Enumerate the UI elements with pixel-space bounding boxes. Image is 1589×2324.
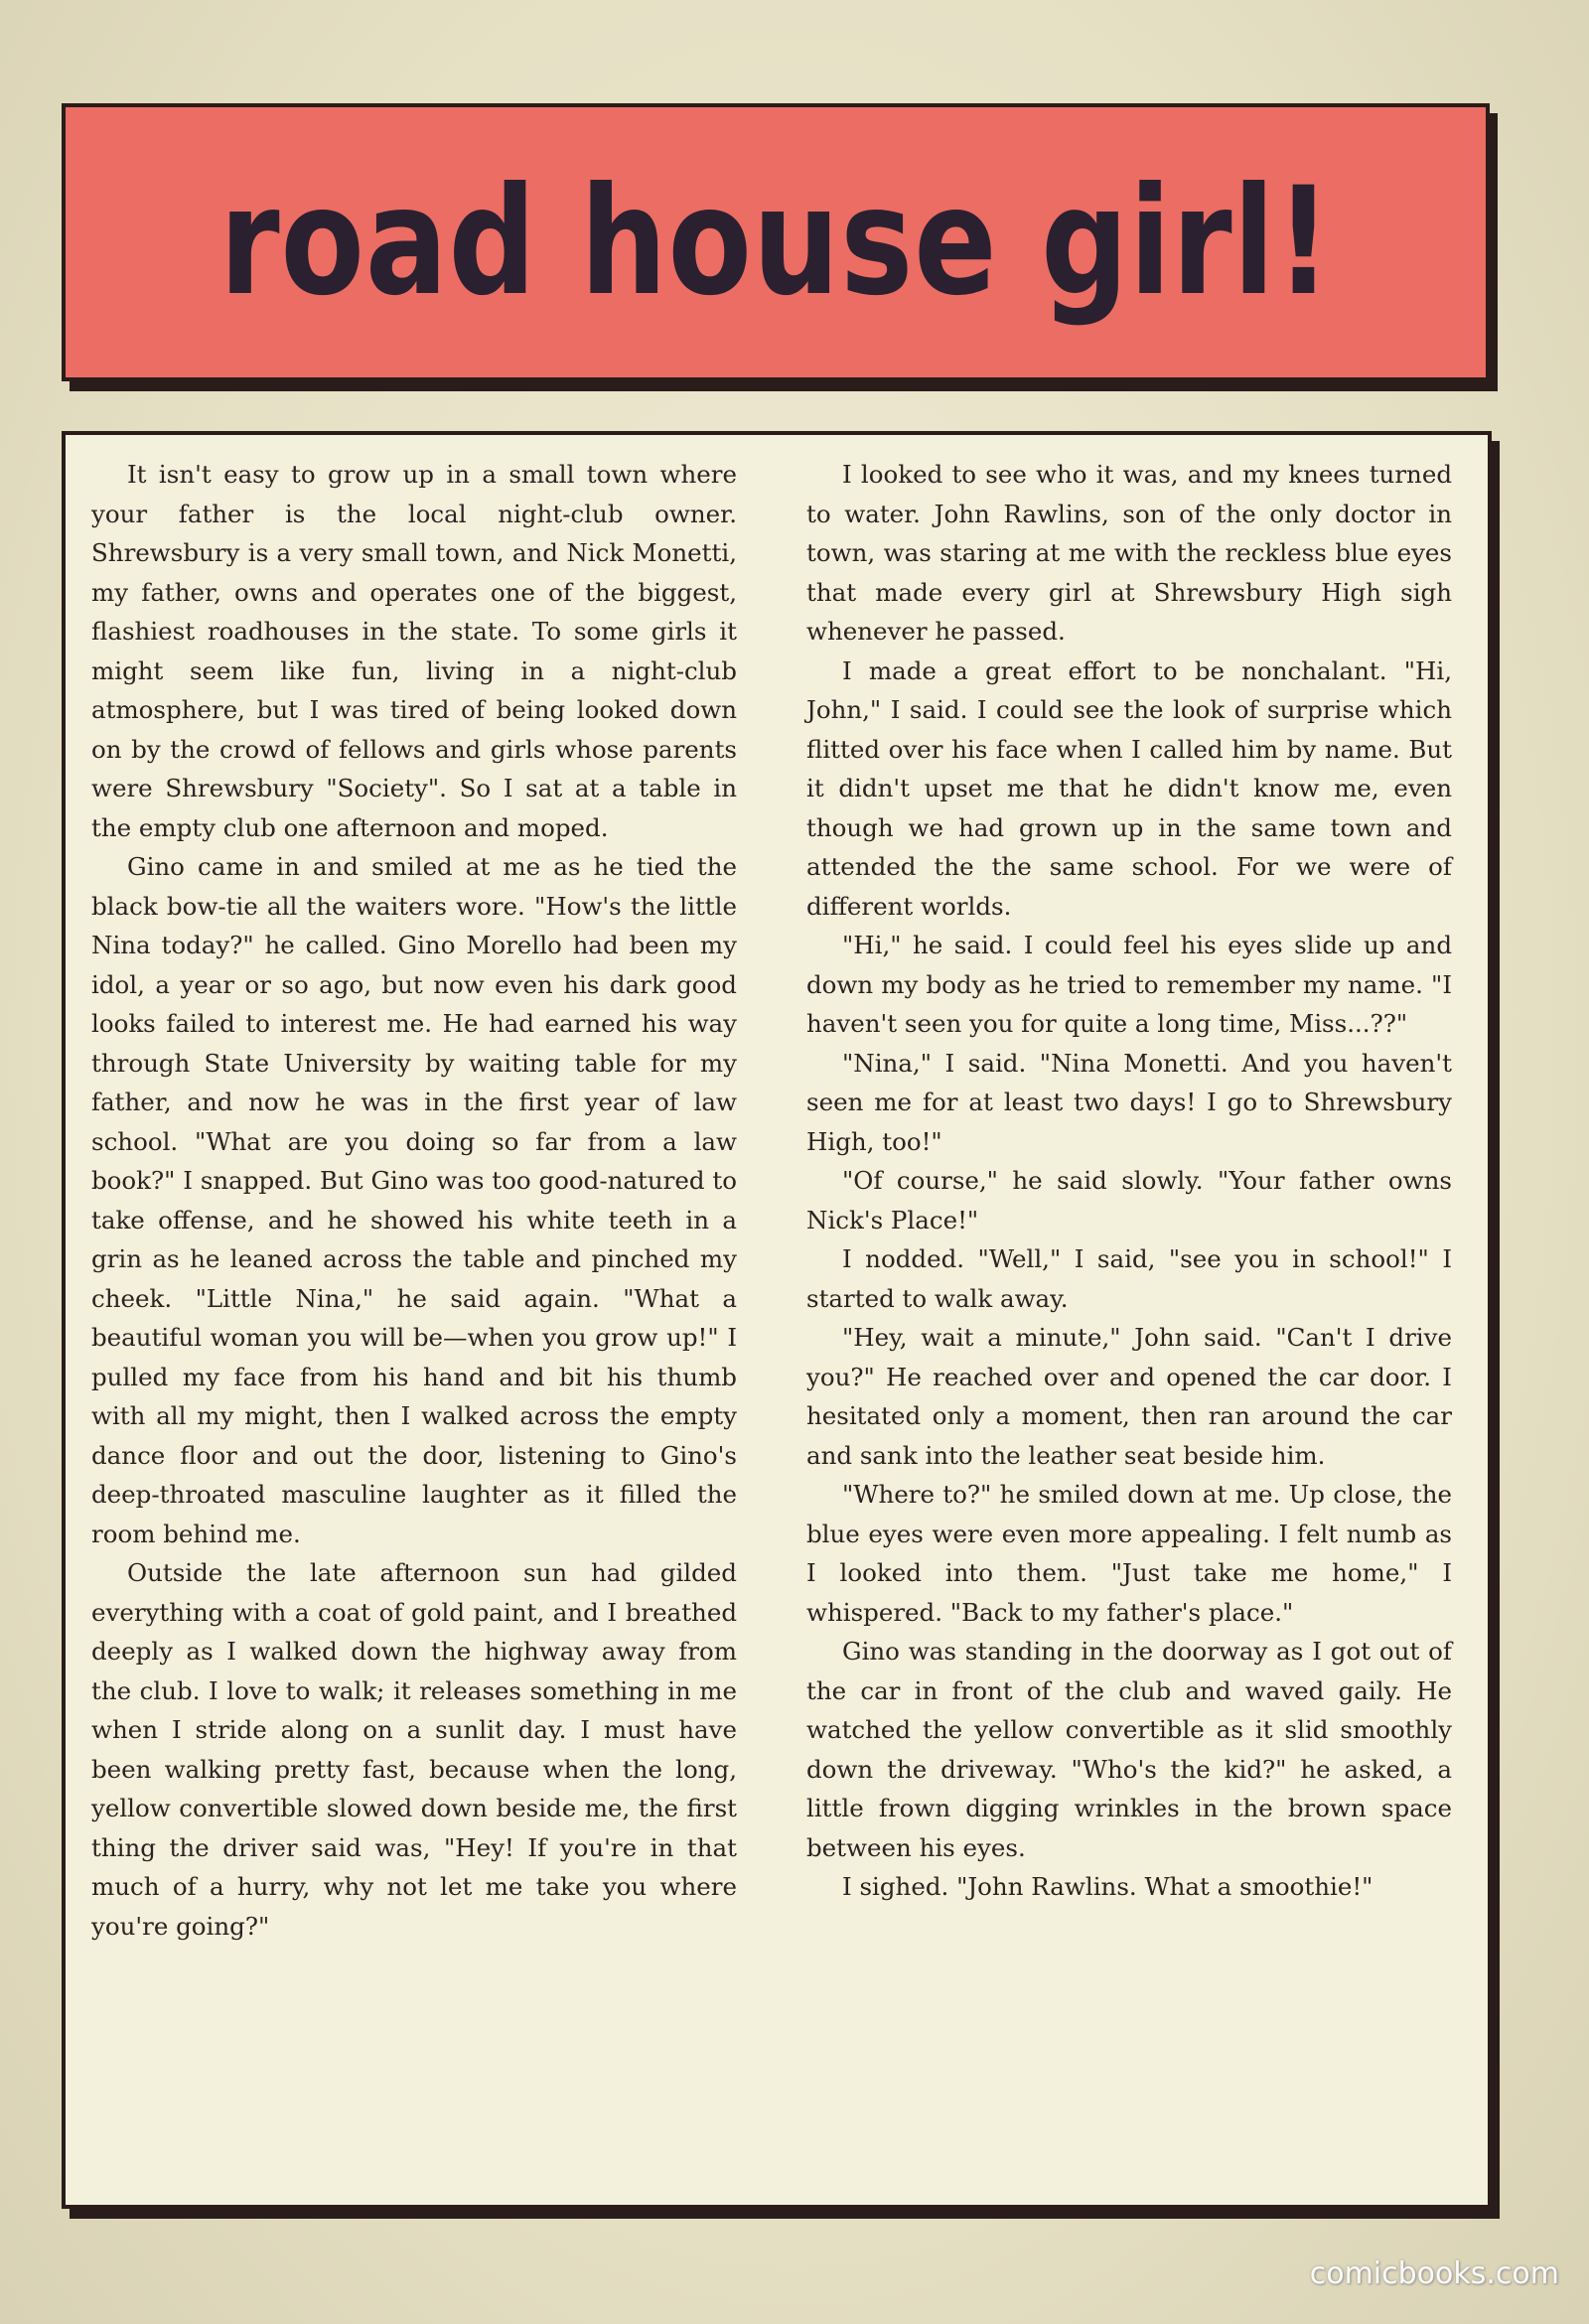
- story-text-box: [62, 431, 1492, 2209]
- paragraph: I looked to see who it was, and my knees turned to water. John Rawlins, son of the only doctor in town, was staring at me with the reckless blue eyes that made every girl at Shrewsbury High sigh whenever he passed.: [806, 460, 1452, 646]
- paragraph: It isn't easy to grow up in a small town where your father is the local night-club owner. Shrewsbury is a very small town, and Nick Monetti, my father, owns and operates one of the biggest, flashiest roadhouses in the state. To some girls it might seem like fun, living in a night-club atmosphere, but I was tired of being looked down on by the crowd of fellows and girls whose parents were Shrewsbury "Society". So I sat at a table in the empty club one afternoon and moped.: [91, 460, 737, 842]
- story-column-left: [91, 455, 737, 1946]
- title-banner: [62, 103, 1490, 381]
- paragraph: I made a great effort to be nonchalant. "Hi, John," I said. I could see the look of surprise which flitted over his face when I called him by name. But it didn't upset me that he didn't know me, even though we had grown up in the same town and attended the the same school. For we were of different worlds.: [806, 655, 1452, 921]
- watermark: comicbooks.com: [1309, 2256, 1559, 2291]
- paragraph: Gino came in and smiled at me as he tied the black bow-tie all the waiters wore. "How's the little Nina today?" he called. Gino Morello had been my idol, a year or so ago, but now even his dark good looks failed to interest me. He had earned his way through State University by waiting table for my father, and now he was in the first year of law school. "What are you doing so far from a law book?" I snapped. But Gino was too good-natured to take offense, and he showed his white teeth in a grin as he leaned across the table and pinched my cheek. "Little Nina," he said again. "What a beautiful woman you will be—when you grow up!" I pulled my face from his hand and bit his thumb with all my might, then I walked across the empty dance floor and out the door, listening to Gino's deep-throated masculine laughter as it filled the room behind me.: [91, 852, 737, 1548]
- paragraph: "Nina," I said. "Nina Monetti. And you haven't seen me for at least two days! I go to Shrewsbury High, too!": [806, 1048, 1452, 1156]
- story-column-right: [806, 455, 1452, 1907]
- paragraph: "Where to?" he smiled down at me. Up close, the blue eyes were even more appealing. I felt numb as I looked into them. "Just take me home," I whispered. "Back to my father's place.": [806, 1480, 1452, 1627]
- paragraph: "Hi," he said. I could feel his eyes slide up and down my body as he tried to remember my name. "I haven't seen you for quite a long time, Miss...??": [806, 931, 1452, 1038]
- paragraph: Gino was standing in the doorway as I got out of the car in front of the club and waved gaily. He watched the yellow convertible as it slid smoothly down the driveway. "Who's the kid?" he asked, a little frown digging wrinkles in the brown space between his eyes.: [806, 1637, 1452, 1862]
- paragraph: "Of course," he said slowly. "Your father owns Nick's Place!": [806, 1166, 1452, 1235]
- paragraph: Outside the late afternoon sun had gilded everything with a coat of gold paint, and I breathed deeply as I walked down the highway away from the club. I love to walk; it releases something in me when I stride along on a sunlit day. I must have been walking pretty fast, because when the long, yellow convertible slowed down beside me, the first thing the driver said was, "Hey! If you're in that much of a hurry, why not let me take you where you're going?": [91, 1558, 737, 1941]
- paragraph: I nodded. "Well," I said, "see you in school!" I started to walk away.: [806, 1244, 1452, 1313]
- story-title: road house girl!: [218, 156, 1333, 329]
- paragraph: "Hey, wait a minute," John said. "Can't I drive you?" He reached over and opened the car door. I hesitated only a moment, then ran around the car and sank into the leather seat beside him.: [806, 1323, 1452, 1470]
- paragraph: I sighed. "John Rawlins. What a smoothie!": [842, 1872, 1373, 1901]
